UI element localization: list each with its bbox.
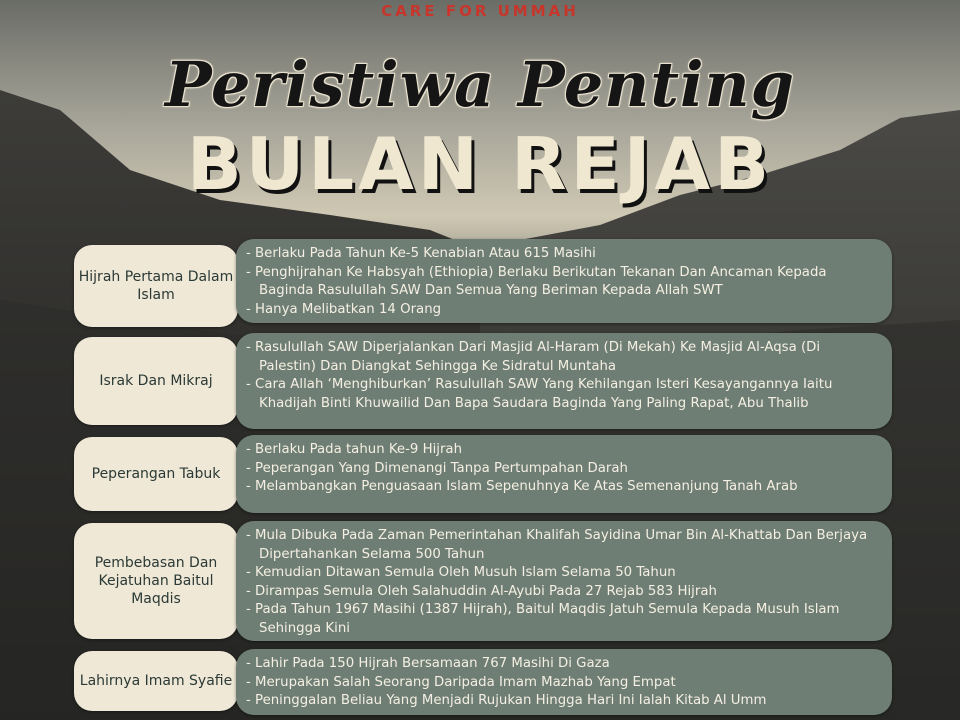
event-point: - Hanya Melibatkan 14 Orang (246, 301, 878, 320)
event-point: - Pada Tahun 1967 Masihi (1387 Hijrah), Baitul Maqdis Jatuh Semula Kepada Musuh Islam Sehingga Kini (246, 601, 878, 638)
event-label: Israk Dan Mikraj (74, 337, 238, 425)
event-details-panel (236, 521, 892, 641)
event-points (246, 339, 878, 413)
event-details-panel (236, 333, 892, 429)
event-point: - Lahir Pada 150 Hijrah Bersamaan 767 Masihi Di Gaza (246, 655, 878, 674)
event-label: Hijrah Pertama Dalam Islam (74, 245, 238, 327)
event-point: - Berlaku Pada Tahun Ke-5 Kenabian Atau 615 Masihi (246, 245, 878, 264)
event-point: - Cara Allah ‘Menghiburkan’ Rasulullah SAW Yang Kehilangan Isteri Kesayangannya Iaitu Khadijah Binti Khuwailid Dan Bapa Saudara Baginda Yang Paling Rapat, Abu Thalib (246, 376, 878, 413)
event-point: - Peperangan Yang Dimenangi Tanpa Pertumpahan Darah (246, 460, 878, 479)
event-point: - Mula Dibuka Pada Zaman Pemerintahan Khalifah Sayidina Umar Bin Al-Khattab Dan Berjaya Dipertahankan Selama 500 Tahun (246, 527, 878, 564)
event-label: Peperangan Tabuk (74, 437, 238, 511)
event-point: - Melambangkan Penguasaan Islam Sepenuhnya Ke Atas Semenanjung Tanah Arab (246, 478, 878, 497)
event-point: - Peninggalan Beliau Yang Menjadi Rujukan Hingga Hari Ini Ialah Kitab Al Umm (246, 692, 878, 711)
event-point: - Kemudian Ditawan Semula Oleh Musuh Islam Selama 50 Tahun (246, 564, 878, 583)
event-details-panel (236, 239, 892, 323)
event-points (246, 527, 878, 639)
event-details-panel (236, 435, 892, 513)
event-points (246, 655, 878, 711)
event-point: - Rasulullah SAW Diperjalankan Dari Masjid Al-Haram (Di Mekah) Ke Masjid Al-Aqsa (Di Palestin) Dan Diangkat Sehingga Ke Sidratul Muntaha (246, 339, 878, 376)
page-title: BULAN REJAB (186, 122, 774, 206)
event-point: - Dirampas Semula Oleh Salahuddin Al-Ayubi Pada 27 Rejab 583 Hijrah (246, 583, 878, 602)
event-label: Pembebasan Dan Kejatuhan Baitul Maqdis (74, 523, 238, 639)
event-points (246, 441, 878, 497)
event-points (246, 245, 878, 319)
event-point: - Berlaku Pada tahun Ke-9 Hijrah (246, 441, 878, 460)
event-label: Lahirnya Imam Syafie (74, 651, 238, 711)
brand-name: CARE FOR UMMAH (381, 2, 579, 20)
event-point: - Penghijrahan Ke Habsyah (Ethiopia) Berlaku Berikutan Tekanan Dan Ancaman Kepada Baginda Rasulullah SAW Dan Semua Yang Beriman Kepada Allah SWT (246, 264, 878, 301)
event-point: - Merupakan Salah Seorang Daripada Imam Mazhab Yang Empat (246, 674, 878, 693)
event-details-panel (236, 649, 892, 715)
title-script: Peristiwa Penting (165, 48, 795, 121)
